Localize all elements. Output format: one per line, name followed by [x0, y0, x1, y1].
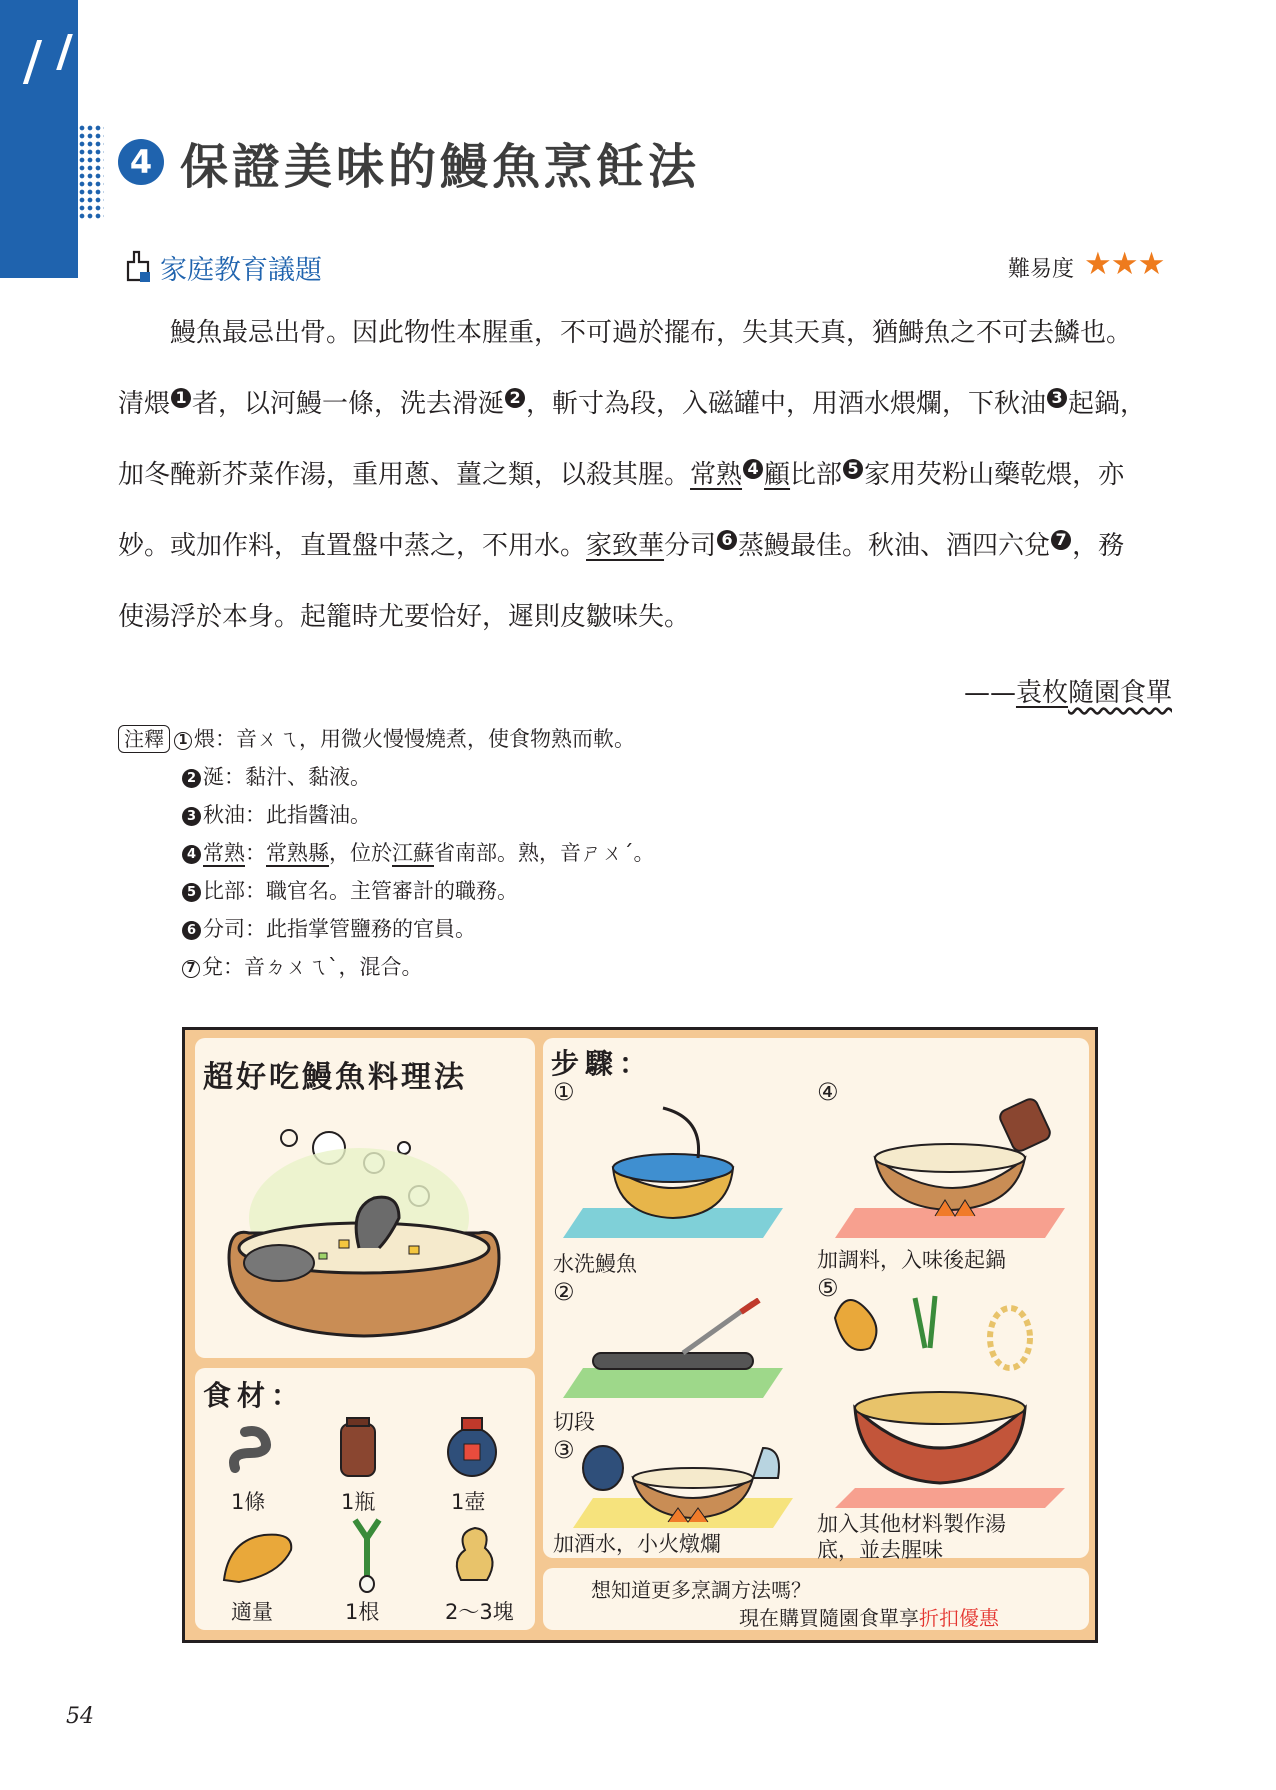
passage-text: ，斬寸為段，入磁罐中，用酒水煨爛，下秋油	[526, 389, 1047, 419]
place-name: 常熟縣	[266, 841, 329, 865]
note-item	[118, 720, 655, 758]
ingredient-qty: 適量	[231, 1600, 273, 1624]
eel-stew-pot-image	[209, 1108, 519, 1348]
note-item	[118, 910, 655, 948]
note-number: 7	[182, 960, 200, 978]
step-caption: 切段	[553, 1410, 595, 1434]
step-caption: 加入其他材料製作湯	[817, 1512, 1006, 1536]
difficulty-label: 難易度	[1008, 257, 1075, 282]
footnote-marker: 5	[843, 459, 863, 479]
passage-line	[118, 511, 1170, 582]
place-name: 江蘇	[392, 841, 434, 865]
source-citation	[964, 672, 1172, 709]
passage-text: 清煨	[118, 389, 171, 419]
ingredient-qty: 1瓶	[341, 1490, 376, 1514]
passage-text: 比部	[790, 460, 843, 490]
note-text: 分司：此指掌管鹽務的官員。	[203, 917, 476, 941]
promo-line	[739, 1602, 999, 1631]
ginger-icon	[447, 1520, 503, 1588]
soup-base-pot-image	[815, 1288, 1065, 1508]
steps-title: 步驟：	[551, 1047, 654, 1080]
note-item	[118, 834, 655, 872]
promo-highlight: 折扣優惠	[919, 1606, 999, 1630]
note-text: 比部：職官名。主管審計的職務。	[203, 879, 518, 903]
section-number-badge: 4	[118, 139, 164, 185]
washing-eel-image	[553, 1098, 793, 1238]
note-text: 涎：黏汁、黏液。	[203, 765, 371, 789]
eel-recipe-illustration	[182, 1027, 1098, 1643]
passage-text: 使湯浮於本身。起籠時尤要恰好，遲則皮皺味失。	[118, 602, 691, 632]
promo-box	[543, 1568, 1089, 1630]
step-number: ③	[553, 1436, 575, 1464]
passage-text: 起鍋，	[1068, 389, 1147, 419]
seasoning-pot-image	[815, 1098, 1065, 1238]
note-number: 4	[182, 845, 201, 864]
footnote-marker: 3	[1047, 388, 1067, 408]
passage-line	[118, 582, 1170, 653]
pickled-mustard-greens-icon	[219, 1520, 299, 1590]
wine-jar-icon	[445, 1414, 499, 1480]
step-caption: 加調料，入味後起鍋	[817, 1248, 1006, 1272]
step-caption: 加酒水，小火燉爛	[553, 1532, 721, 1556]
passage-line	[118, 440, 1170, 511]
author-name: 袁枚	[1015, 678, 1068, 708]
note-text: 省南部。熟，音ㄕㄨˊ。	[434, 841, 655, 865]
eel-icon	[225, 1418, 285, 1478]
passage-line	[118, 298, 1170, 369]
soy-sauce-bottle-icon	[335, 1416, 381, 1480]
ingredient-qty: 1壺	[451, 1490, 486, 1514]
step-caption: 底，並去腥味	[817, 1538, 943, 1562]
illustration-title: 超好吃鰻魚料理法	[203, 1060, 467, 1095]
note-text: ，位於	[329, 841, 392, 865]
person-name: 顧	[764, 460, 791, 490]
ingredients-box	[195, 1368, 535, 1630]
ingredient-qty: 1條	[231, 1490, 266, 1514]
page-number: 54	[66, 1704, 94, 1729]
note-number: 5	[182, 883, 201, 902]
footnote-marker: 7	[1051, 530, 1071, 550]
note-number: 1	[174, 732, 192, 750]
step-number: ④	[817, 1078, 839, 1106]
footnote-marker: 4	[743, 459, 763, 479]
note-number: 3	[182, 807, 201, 826]
note-item	[118, 758, 655, 796]
passage-text: 分司	[664, 531, 717, 561]
note-term: 常熟	[203, 841, 245, 865]
classical-passage	[118, 298, 1170, 653]
ingredients-title: 食材：	[203, 1379, 306, 1412]
place-name: 常熟	[690, 460, 743, 490]
promo-line: 想知道更多烹調方法嗎？	[591, 1578, 811, 1602]
footnote-marker: 2	[505, 388, 525, 408]
note-text: 兌：音ㄉㄨㄟˋ，混合。	[202, 955, 423, 979]
passage-text: 加冬醃新芥菜作湯，重用蔥、薑之類，以殺其腥。	[118, 460, 691, 490]
cutting-eel-image	[553, 1298, 793, 1398]
title-box	[195, 1038, 535, 1358]
note-item	[118, 872, 655, 910]
topic-label: 家庭教育議題	[160, 255, 322, 286]
work-title: 隨園食單	[1067, 678, 1172, 708]
note-text: 秋油：此指醬油。	[203, 803, 371, 827]
note-text: 煨：音ㄨㄟ，用微火慢慢燒煮，使食物熟而軟。	[194, 727, 635, 751]
step-number: ⑤	[817, 1274, 839, 1302]
passage-text: 者，以河鰻一條，洗去滑涎	[192, 389, 505, 419]
passage-text: 家用芡粉山藥乾煨，亦	[864, 460, 1125, 490]
notes-badge: 注釋	[118, 725, 170, 753]
steps-box	[543, 1038, 1089, 1562]
footnote-marker: 6	[717, 530, 737, 550]
passage-text: 鰻魚最忌出骨。因此物性本腥重，不可過於擺布，失其天真，猶鰣魚之不可去鱗也。	[170, 318, 1133, 348]
person-name: 家致華	[586, 531, 665, 561]
passage-text: 蒸鰻最佳。秋油、酒四六兌	[738, 531, 1051, 561]
dot-grid-decoration	[62, 124, 104, 220]
passage-text: 妙。或加作料，直置盤中蒸之，不用水。	[118, 531, 587, 561]
note-number: 6	[182, 921, 201, 940]
footnote-marker: 1	[171, 388, 191, 408]
ingredient-qty: 1根	[345, 1600, 380, 1624]
passage-line	[118, 369, 1170, 440]
passage-text: ，務	[1072, 531, 1125, 561]
page-title: 保證美味的鰻魚烹飪法	[180, 139, 701, 195]
slash-decoration	[56, 34, 73, 70]
step-number: ②	[553, 1278, 575, 1306]
step-number: ①	[553, 1078, 575, 1106]
difficulty-stars: ★★★	[1084, 246, 1165, 282]
note-text: ：	[245, 841, 266, 865]
annotations	[118, 720, 655, 986]
note-item	[118, 948, 655, 986]
pointing-hand-icon	[122, 250, 152, 284]
citation-dash: ——	[963, 678, 1016, 708]
green-onion-icon	[345, 1518, 389, 1594]
step-caption: 水洗鰻魚	[553, 1252, 637, 1276]
note-item	[118, 796, 655, 834]
ingredient-qty: 2～3塊	[445, 1600, 514, 1624]
slash-decoration	[23, 40, 42, 84]
note-number: 2	[182, 769, 201, 788]
promo-text: 現在購買隨園食單享	[739, 1606, 919, 1630]
simmering-pot-image	[573, 1438, 793, 1528]
